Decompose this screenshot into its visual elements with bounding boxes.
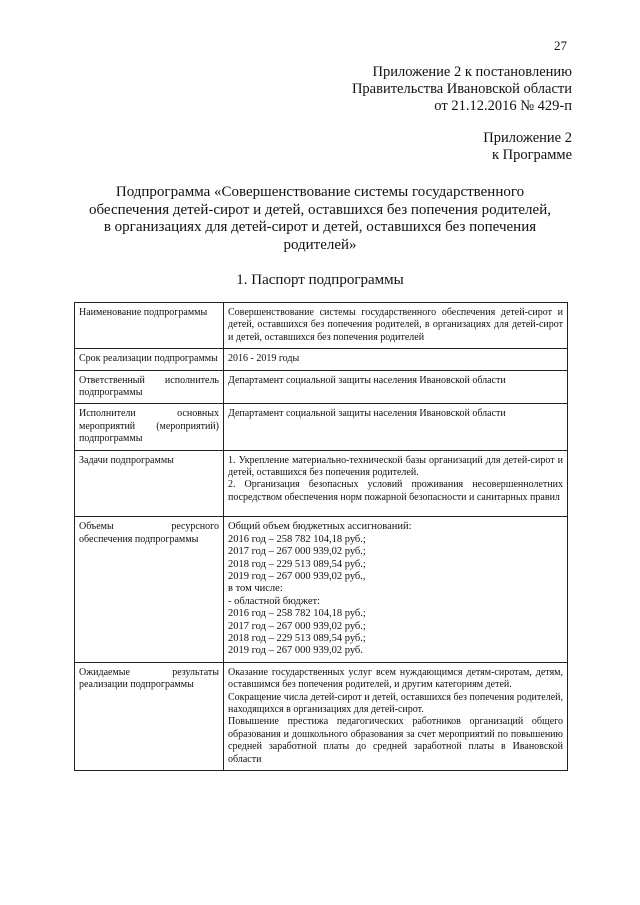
task-item: 1. Укрепление материально-технической базы организаций для детей-сирот и детей, оставшихся без попечения родителей. [228, 454, 563, 479]
result-item: Сокращение числа детей-сирот и детей, оставшихся без попечения родителей, находящихся в организациях для детей-сирот. [228, 691, 563, 715]
row-value [224, 662, 568, 770]
funding-regional-header: - областной бюджет: [228, 595, 320, 607]
appendix-program [483, 130, 572, 164]
appendix-resolution [352, 64, 572, 115]
funding-line: 2018 год – 229 513 089,54 руб.; [228, 558, 366, 570]
subprogram-title-line: в организациях для детей-сирот и детей, оставшихся без попечения [103, 219, 537, 235]
appendix-resolution-line: от 21.12.2016 № 429-п [434, 98, 572, 114]
funding-including: в том числе: [228, 583, 283, 595]
funding-line: 2019 год – 267 000 939,02 руб., [228, 570, 366, 582]
row-value: Департамент социальной защиты населения Ивановской области [224, 370, 568, 404]
result-item: Оказание государственных услуг всем нуждающимся детям-сиротам, детям, оставшимся без попечения родителей, и другим категориям детей. [228, 666, 563, 691]
appendix-program-line: Приложение 2 [483, 130, 572, 146]
subprogram-title-line: родителей» [283, 236, 357, 253]
passport-table [74, 302, 568, 771]
funding-line: 2016 год – 258 782 104,18 руб.; [228, 533, 366, 545]
row-label: Наименование подпрограммы [75, 303, 224, 349]
subprogram-title-line: Подпрограмма «Совершенствование системы государственного [115, 184, 525, 200]
row-value [224, 450, 568, 517]
page-number: 27 [554, 38, 567, 53]
subprogram-title-line: обеспечения детей-сирот и детей, оставшихся без попечения родителей, [89, 201, 551, 218]
funding-line: 2019 год – 267 000 939,02 руб. [228, 645, 363, 657]
funding-line: 2017 год – 267 000 939,02 руб.; [228, 620, 366, 632]
table-row [75, 662, 568, 770]
row-label: Задачи подпрограммы [75, 450, 224, 517]
table-row [75, 349, 568, 370]
row-value: Совершенствование системы государственного обеспечения детей-сирот и детей, оставшихся без попечения родителей, в организациях для детей-сирот и детей, оставшихся без попечения родителей [224, 303, 568, 349]
row-label: Ожидаемые результаты реализации подпрограммы [75, 662, 224, 770]
funding-line: 2017 год – 267 000 939,02 руб.; [228, 546, 366, 558]
table-row [75, 404, 568, 450]
row-label: Объемы ресурсного обеспечения подпрограммы [75, 517, 224, 662]
task-item: 2. Организация безопасных условий проживания несовершеннолетних посредством обеспечения норм пожарной безопасности и санитарных правил [228, 479, 563, 503]
appendix-resolution-line: Приложение 2 к постановлению [372, 64, 572, 80]
table-row [75, 303, 568, 349]
result-item: Повышение престижа педагогических работников организаций общего образования и дошкольного образования за счет мероприятий по повышению средней заработной платы до средней заработной платы в Ивановской области [228, 716, 563, 765]
table-row [75, 370, 568, 404]
appendix-resolution-line: Правительства Ивановской области [351, 81, 572, 97]
row-value: 2016 - 2019 годы [224, 349, 568, 370]
funding-line: 2016 год – 258 782 104,18 руб.; [228, 608, 366, 620]
appendix-program-line: к Программе [491, 147, 572, 163]
funding-total-header: Общий объем бюджетных ассигнований: [228, 521, 412, 533]
table-row [75, 517, 568, 662]
row-value: Департамент социальной защиты населения Ивановской области [224, 404, 568, 450]
table-row [75, 450, 568, 517]
row-label: Исполнители основных мероприятий (мероприятий) подпрограммы [75, 404, 224, 450]
funding-line: 2018 год – 229 513 089,54 руб.; [228, 632, 366, 644]
passport-heading: 1. Паспорт подпрограммы [236, 272, 404, 288]
subprogram-title [72, 184, 568, 254]
row-label: Ответственный исполнитель подпрограммы [75, 370, 224, 404]
row-value [224, 517, 568, 662]
row-label: Срок реализации подпрограммы [75, 349, 224, 370]
